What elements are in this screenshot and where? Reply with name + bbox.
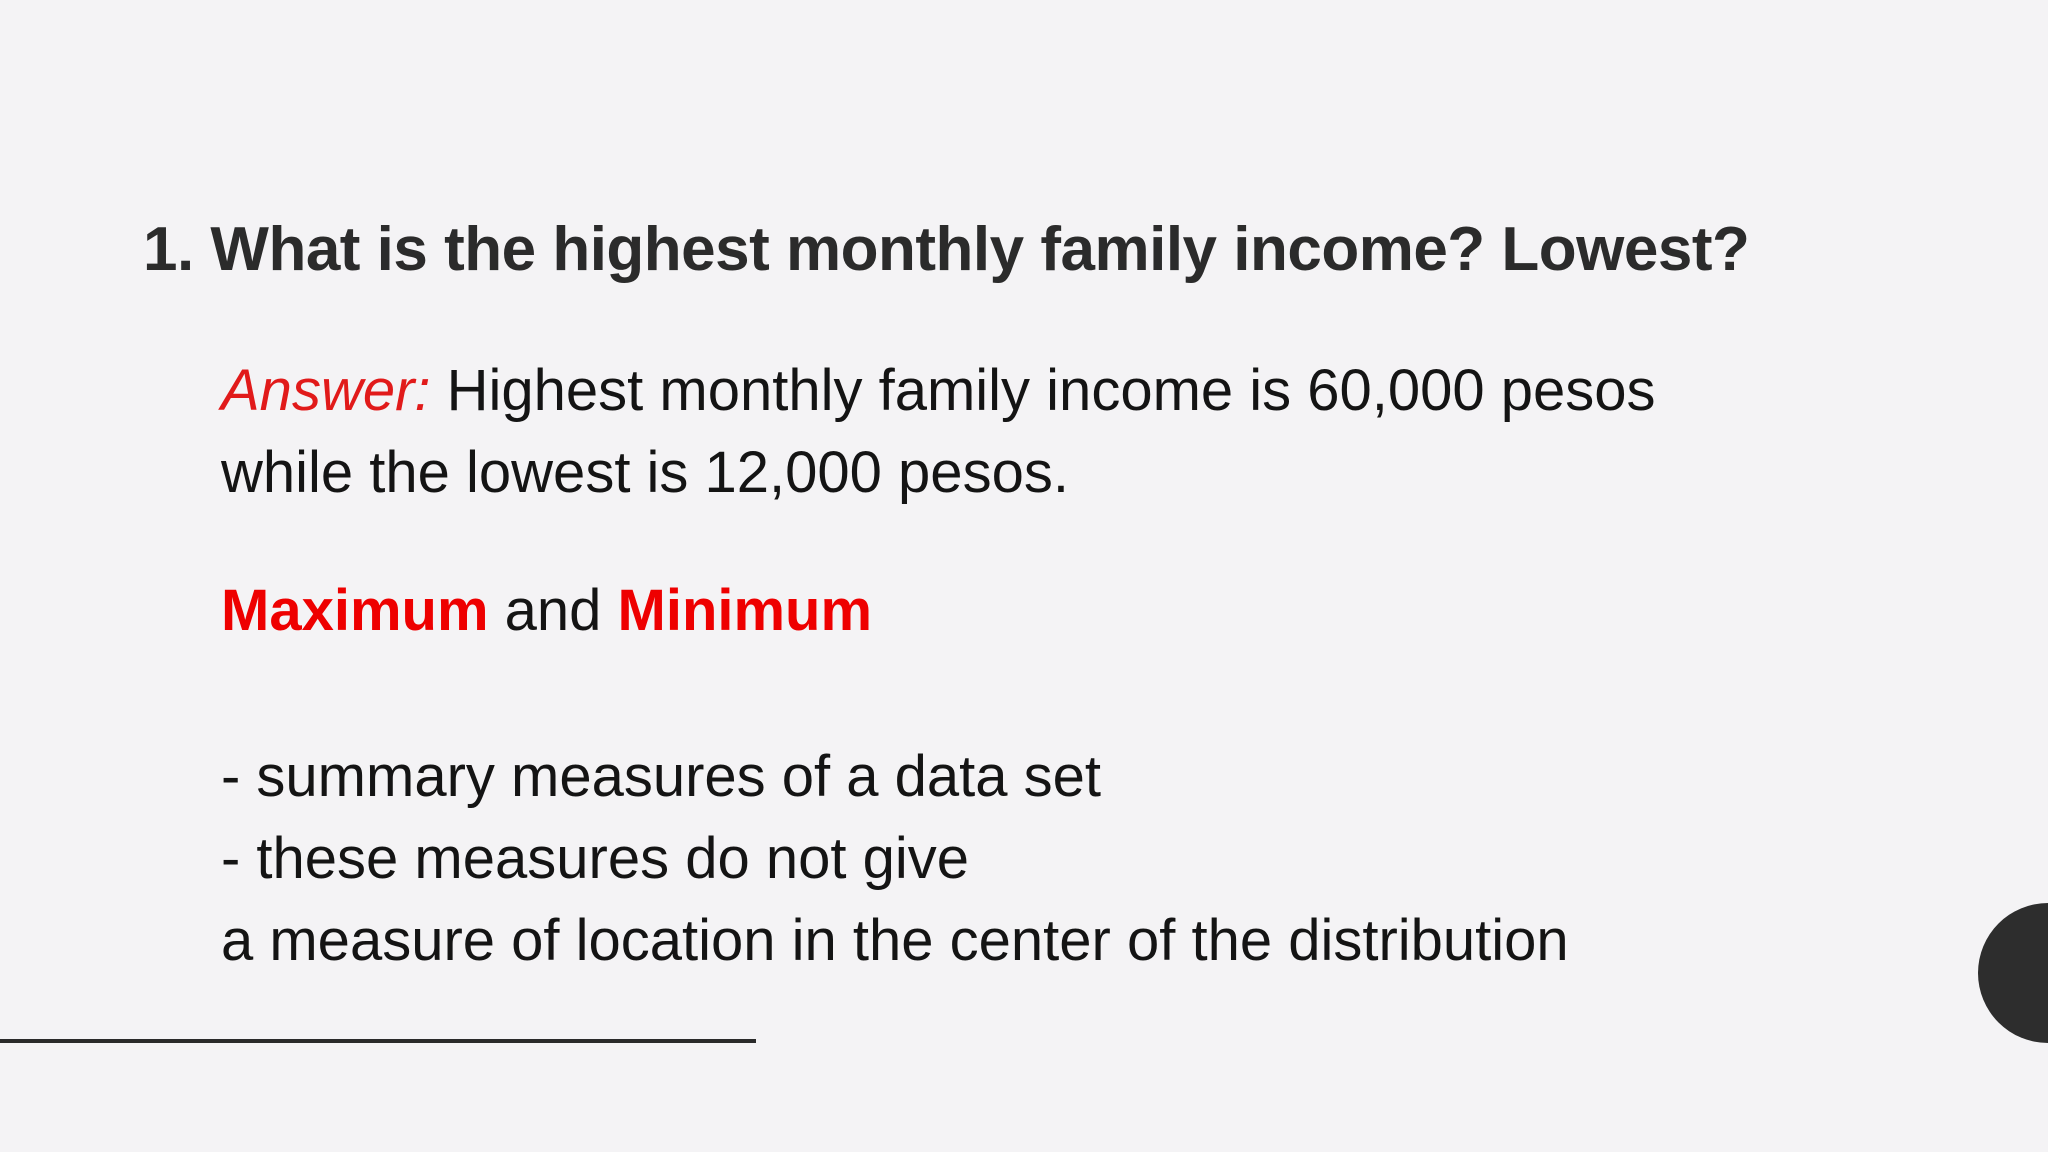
- decorative-divider: [0, 1039, 756, 1043]
- note-line: - these measures do not give: [221, 826, 969, 891]
- answer-text-1: Highest monthly family income is 60,000 pesos: [430, 358, 1656, 423]
- notes-block: [221, 736, 1861, 982]
- answer-label: Answer:: [221, 358, 431, 423]
- term-minimum: Minimum: [617, 578, 873, 643]
- question-heading: 1. What is the highest monthly family income? Lowest?: [143, 215, 1750, 284]
- terms-line: [221, 570, 1861, 652]
- term-connector: and: [488, 578, 618, 643]
- answer-block: [221, 350, 1861, 514]
- answer-line-1: [221, 350, 1861, 432]
- term-maximum: Maximum: [221, 578, 489, 643]
- answer-line-2: while the lowest is 12,000 pesos.: [221, 440, 1069, 505]
- note-line: a measure of location in the center of the distribution: [221, 908, 1569, 973]
- decorative-circle: [1978, 903, 2048, 1043]
- note-line: - summary measures of a data set: [221, 744, 1101, 809]
